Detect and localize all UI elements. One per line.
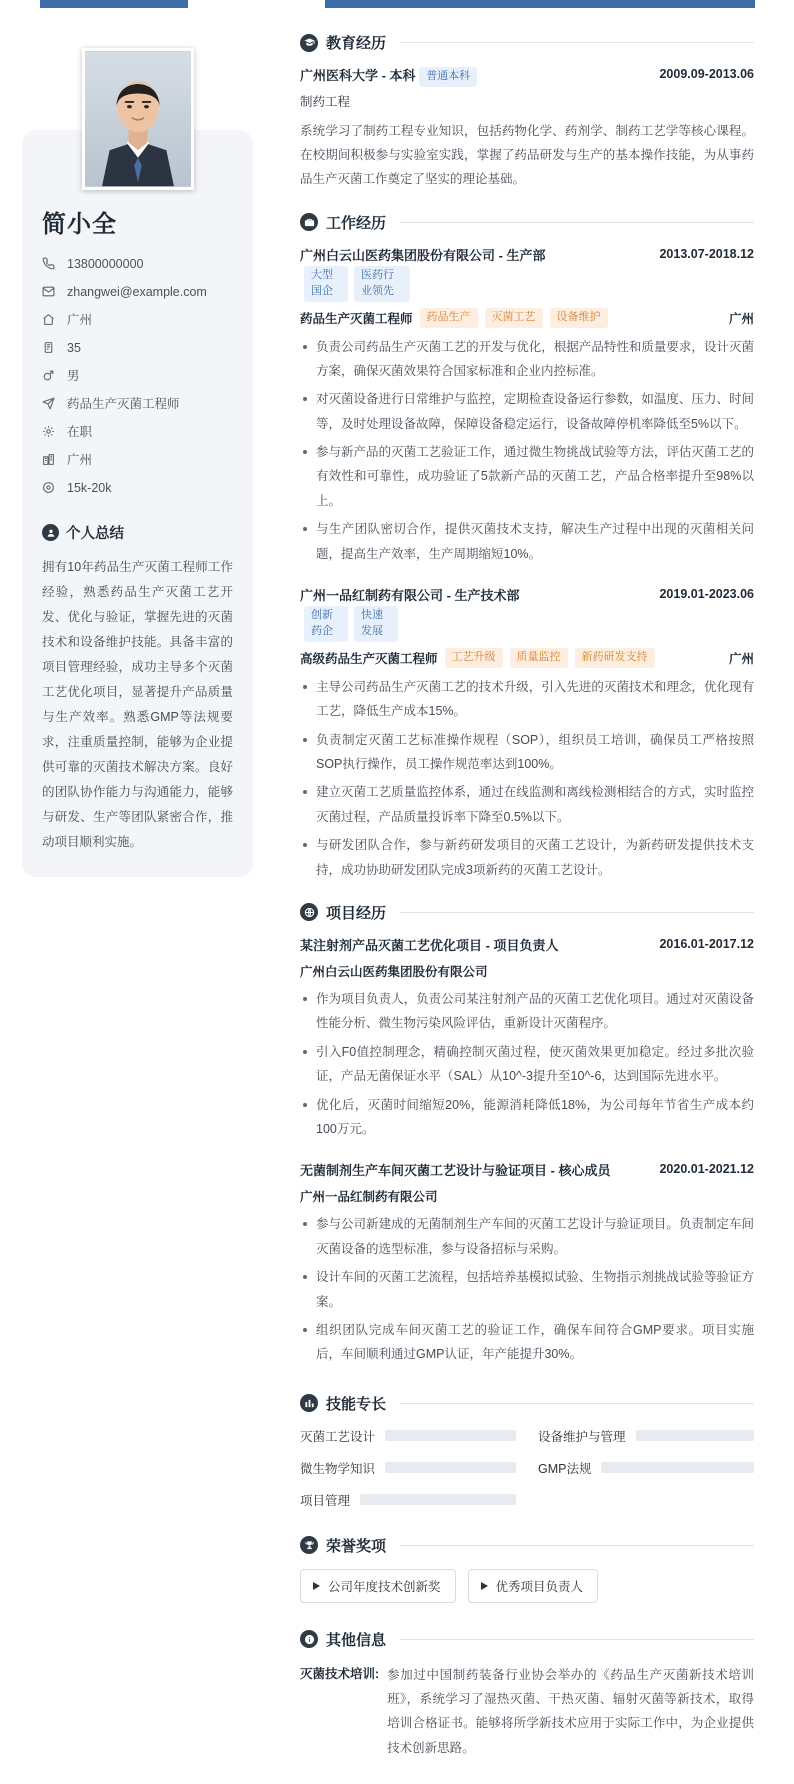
education-date: 2009.09-2013.06	[659, 67, 754, 81]
skill-bar	[360, 1494, 516, 1505]
city-icon	[42, 453, 59, 466]
other-item	[300, 1663, 754, 1761]
briefcase-icon	[300, 213, 318, 231]
work-role-row	[300, 648, 754, 668]
contact-home-value: 广州	[67, 313, 93, 327]
project-head	[300, 936, 754, 956]
contact-job	[42, 397, 233, 412]
work-company-tag: 大型国企	[304, 266, 348, 302]
skill-label: GMP法规	[538, 1461, 592, 1476]
project-item	[300, 936, 754, 1141]
work-role-row	[300, 308, 754, 328]
project-bullet: 参与公司新建成的无菌制剂生产车间的灭菌工艺设计与验证项目。负责制定车间灭菌设备的选型标准，参与设备招标与采购。	[300, 1212, 754, 1261]
project-bullets	[300, 987, 754, 1141]
divider	[400, 222, 754, 223]
project-company: 广州一品红制药有限公司	[300, 1190, 438, 1205]
work-head	[300, 586, 754, 642]
contact-phone	[42, 257, 233, 272]
section-title-honors: 荣誉奖项	[326, 1537, 387, 1555]
contact-phone-value: 13800000000	[67, 257, 144, 271]
work-bullets	[300, 335, 754, 566]
work-role: 药品生产灭菌工程师	[300, 311, 413, 326]
accent-bar-right	[325, 0, 755, 8]
divider	[400, 42, 754, 43]
skill-item	[300, 1459, 516, 1477]
honor-label: 公司年度技术创新奖	[328, 1579, 441, 1594]
work-bullet: 负责公司药品生产灭菌工艺的开发与优化，根据产品特性和质量要求，设计灭菌方案，确保灭菌效果符合国家标准和企业内控标准。	[300, 335, 754, 384]
divider	[400, 1403, 754, 1404]
work-role-tag: 灭菌工艺	[485, 308, 543, 328]
play-triangle-icon	[481, 1582, 488, 1590]
work-date: 2013.07-2018.12	[659, 246, 754, 261]
work-bullet: 与研发团队合作，参与新药研发项目的灭菌工艺设计，为新药研发提供技术支持，成功协助研发团队完成3项新药的灭菌工艺设计。	[300, 833, 754, 882]
age-icon	[42, 341, 59, 354]
trophy-icon	[300, 1536, 318, 1554]
skill-label: 设备维护与管理	[538, 1429, 626, 1444]
section-header-summary	[42, 522, 233, 543]
contact-list	[42, 257, 233, 496]
work-role-tag: 新药研发支持	[575, 648, 655, 668]
skill-bar	[385, 1462, 516, 1473]
section-header-education	[300, 32, 754, 53]
honor-label: 优秀项目负责人	[495, 1579, 584, 1594]
main-content	[275, 0, 794, 1784]
section-header-skills	[300, 1393, 754, 1414]
education-head	[300, 66, 754, 87]
section-header-projects	[300, 902, 754, 923]
section-header-work	[300, 212, 754, 233]
work-bullets	[300, 675, 754, 882]
project-bullet: 优化后，灭菌时间缩短20%，能源消耗降低18%，为公司每年节省生产成本约100万元。	[300, 1093, 754, 1142]
work-bullet: 参与新产品的灭菌工艺验证工作，通过微生物挑战试验等方法，评估灭菌工艺的有效性和可靠性，成功验证了5款新产品的灭菌工艺，产品合格率提升至98%以上。	[300, 440, 754, 513]
skill-bar	[601, 1462, 754, 1473]
work-item	[300, 246, 754, 566]
other-label: 灭菌技术培训:	[300, 1666, 380, 1681]
work-location: 广州	[728, 651, 754, 666]
work-bullet: 主导公司药品生产灭菌工艺的技术升级，引入先进的灭菌技术和理念，优化现有工艺，降低生产成本15%。	[300, 675, 754, 724]
skill-item	[538, 1427, 754, 1445]
project-bullet: 组织团队完成车间灭菌工艺的验证工作，确保车间符合GMP要求。项目实施后，车间顺利通过GMP认证，年产能提升30%。	[300, 1318, 754, 1367]
graduation-cap-icon	[300, 34, 318, 52]
work-role-tag: 药品生产	[420, 308, 478, 328]
summary-text: 拥有10年药品生产灭菌工程师工作经验，熟悉药品生产灭菌工艺开发、优化与验证，掌握先进的灭菌技术和设备维护技能。具备丰富的项目管理经验，成功主导多个灭菌工艺优化项目，显著提升产品质量与生产效率。熟悉GMP等法规要求，注重质量控制，能够为企业提供可靠的灭菌技术解决方案。良好的团队协作能力与沟通能力，能够与研发、生产等团队紧密合作，推动项目顺利实施。	[42, 560, 233, 849]
honor-item	[300, 1569, 456, 1603]
work-date: 2019.01-2023.06	[659, 586, 754, 601]
section-header-other	[300, 1629, 754, 1650]
work-role-tag: 质量监控	[510, 648, 568, 668]
work-role-tag: 设备维护	[550, 308, 608, 328]
skill-item	[300, 1427, 516, 1445]
project-item	[300, 1161, 754, 1366]
work-bullet: 与生产团队密切合作，提供灭菌技术支持，解决生产过程中出现的灭菌相关问题，提高生产效率，生产周期缩短10%。	[300, 517, 754, 566]
skill-item	[300, 1491, 516, 1509]
gender-icon	[42, 369, 59, 382]
contact-city	[42, 453, 233, 468]
project-bullet: 作为项目负责人，负责公司某注射剂产品的灭菌工艺优化项目。通过对灭菌设备性能分析、微生物污染风险评估，重新设计灭菌程序。	[300, 987, 754, 1036]
education-major: 制药工程	[300, 94, 351, 109]
project-bullet: 设计车间的灭菌工艺流程，包括培养基模拟试验、生物指示剂挑战试验等验证方案。	[300, 1265, 754, 1314]
section-title-summary: 个人总结	[66, 526, 124, 542]
skill-item	[538, 1459, 754, 1477]
section-title-projects: 项目经历	[326, 904, 387, 922]
skill-bar	[385, 1430, 516, 1441]
skill-label: 微生物学知识	[300, 1461, 376, 1476]
work-role-tag: 工艺升级	[445, 648, 503, 668]
work-head	[300, 246, 754, 302]
section-title-other: 其他信息	[326, 1631, 387, 1649]
education-desc: 系统学习了制药工程专业知识，包括药物化学、药剂学、制药工艺学等核心课程。在校期间积极参与实验室实践，掌握了药品研发与生产的基本操作技能，为从事药品生产灭菌工作奠定了坚实的理论基础。	[300, 123, 754, 187]
project-name: 无菌制剂生产车间灭菌工艺设计与验证项目 - 核心成员	[300, 1163, 611, 1179]
honor-item	[468, 1569, 599, 1603]
work-company-tag: 快速发展	[354, 606, 398, 642]
work-bullet: 建立灭菌工艺质量监控体系，通过在线监测和离线检测相结合的方式，实时监控灭菌过程，产品质量投诉率下降至0.5%以下。	[300, 780, 754, 829]
divider	[400, 1639, 754, 1640]
project-date: 2020.01-2021.12	[659, 1162, 754, 1177]
work-company: 广州一品红制药有限公司 - 生产技术部	[300, 587, 520, 603]
contact-salary	[42, 481, 233, 496]
work-role: 高级药品生产灭菌工程师	[300, 651, 438, 666]
person-icon	[42, 524, 59, 541]
sidebar	[0, 0, 275, 1784]
work-bullet: 对灭菌设备进行日常维护与监控，定期检查设备运行参数，如温度、压力、时间等，及时处理设备故障，保障设备稳定运行，设备故障停机率降低至5%以下。	[300, 387, 754, 436]
avatar	[82, 48, 194, 190]
salary-icon	[42, 481, 59, 494]
contact-gender-value: 男	[67, 369, 80, 383]
project-company: 广州白云山医药集团股份有限公司	[300, 965, 488, 980]
contact-email-value: zhangwei@example.com	[67, 285, 207, 299]
project-date: 2016.01-2017.12	[659, 936, 754, 951]
phone-icon	[42, 257, 59, 270]
work-company-tag: 创新药企	[304, 606, 348, 642]
contact-home	[42, 313, 233, 328]
project-name: 某注射剂产品灭菌工艺优化项目 - 项目负责人	[300, 937, 559, 953]
play-triangle-icon	[313, 1582, 320, 1590]
section-header-honors	[300, 1535, 754, 1556]
work-item	[300, 586, 754, 882]
section-title-education: 教育经历	[326, 35, 387, 52]
project-head	[300, 1161, 754, 1181]
contact-email	[42, 285, 233, 300]
divider	[400, 1545, 754, 1546]
work-company-tag: 医药行业领先	[354, 266, 410, 302]
section-title-work: 工作经历	[326, 214, 387, 232]
work-company: 广州白云山医药集团股份有限公司 - 生产部	[300, 247, 546, 263]
status-icon	[42, 425, 59, 438]
page-title: 简小全	[42, 211, 117, 238]
education-tag: 普通本科	[419, 67, 477, 87]
project-icon	[300, 903, 318, 921]
project-bullets	[300, 1212, 754, 1366]
contact-salary-value: 15k-20k	[67, 481, 112, 495]
divider	[400, 912, 754, 913]
work-location: 广州	[728, 311, 754, 326]
section-title-skills: 技能专长	[326, 1395, 387, 1413]
project-bullet: 引入F0值控制理念，精确控制灭菌过程，使灭菌效果更加稳定。经过多批次验证，产品无菌保证水平（SAL）从10^-3提升至10^-6，达到国际先进水平。	[300, 1040, 754, 1089]
contact-status-value: 在职	[67, 425, 93, 439]
home-icon	[42, 313, 59, 326]
other-text: 参加过中国制药装备行业协会举办的《药品生产灭菌新技术培训班》，系统学习了湿热灭菌、干热灭菌、辐射灭菌等新技术，取得培训合格证书。能够将所学新技术应用于实际工作中，为企业提供技术创新思路。	[387, 1667, 754, 1755]
skill-label: 项目管理	[300, 1493, 351, 1508]
skill-bar	[636, 1430, 754, 1441]
info-icon	[300, 1630, 318, 1648]
work-bullet: 负责制定灭菌工艺标准操作规程（SOP），组织员工培训，确保员工严格按照SOP执行操作，员工操作规范率达到100%。	[300, 728, 754, 777]
contact-city-value: 广州	[67, 453, 93, 467]
education-item	[300, 66, 754, 192]
skills-icon	[300, 1394, 318, 1412]
mail-icon	[42, 285, 59, 298]
skill-label: 灭菌工艺设计	[300, 1429, 376, 1444]
contact-age-value: 35	[67, 341, 81, 355]
contact-age	[42, 341, 233, 356]
sidebar-card	[22, 130, 253, 877]
job-icon	[42, 397, 59, 410]
skills-grid	[300, 1427, 754, 1509]
contact-gender	[42, 369, 233, 384]
contact-status	[42, 425, 233, 440]
contact-job-value: 药品生产灭菌工程师	[67, 397, 180, 411]
education-school: 广州医科大学 - 本科	[300, 68, 416, 83]
honors-list	[300, 1569, 754, 1603]
avatar-illustration	[85, 51, 191, 187]
